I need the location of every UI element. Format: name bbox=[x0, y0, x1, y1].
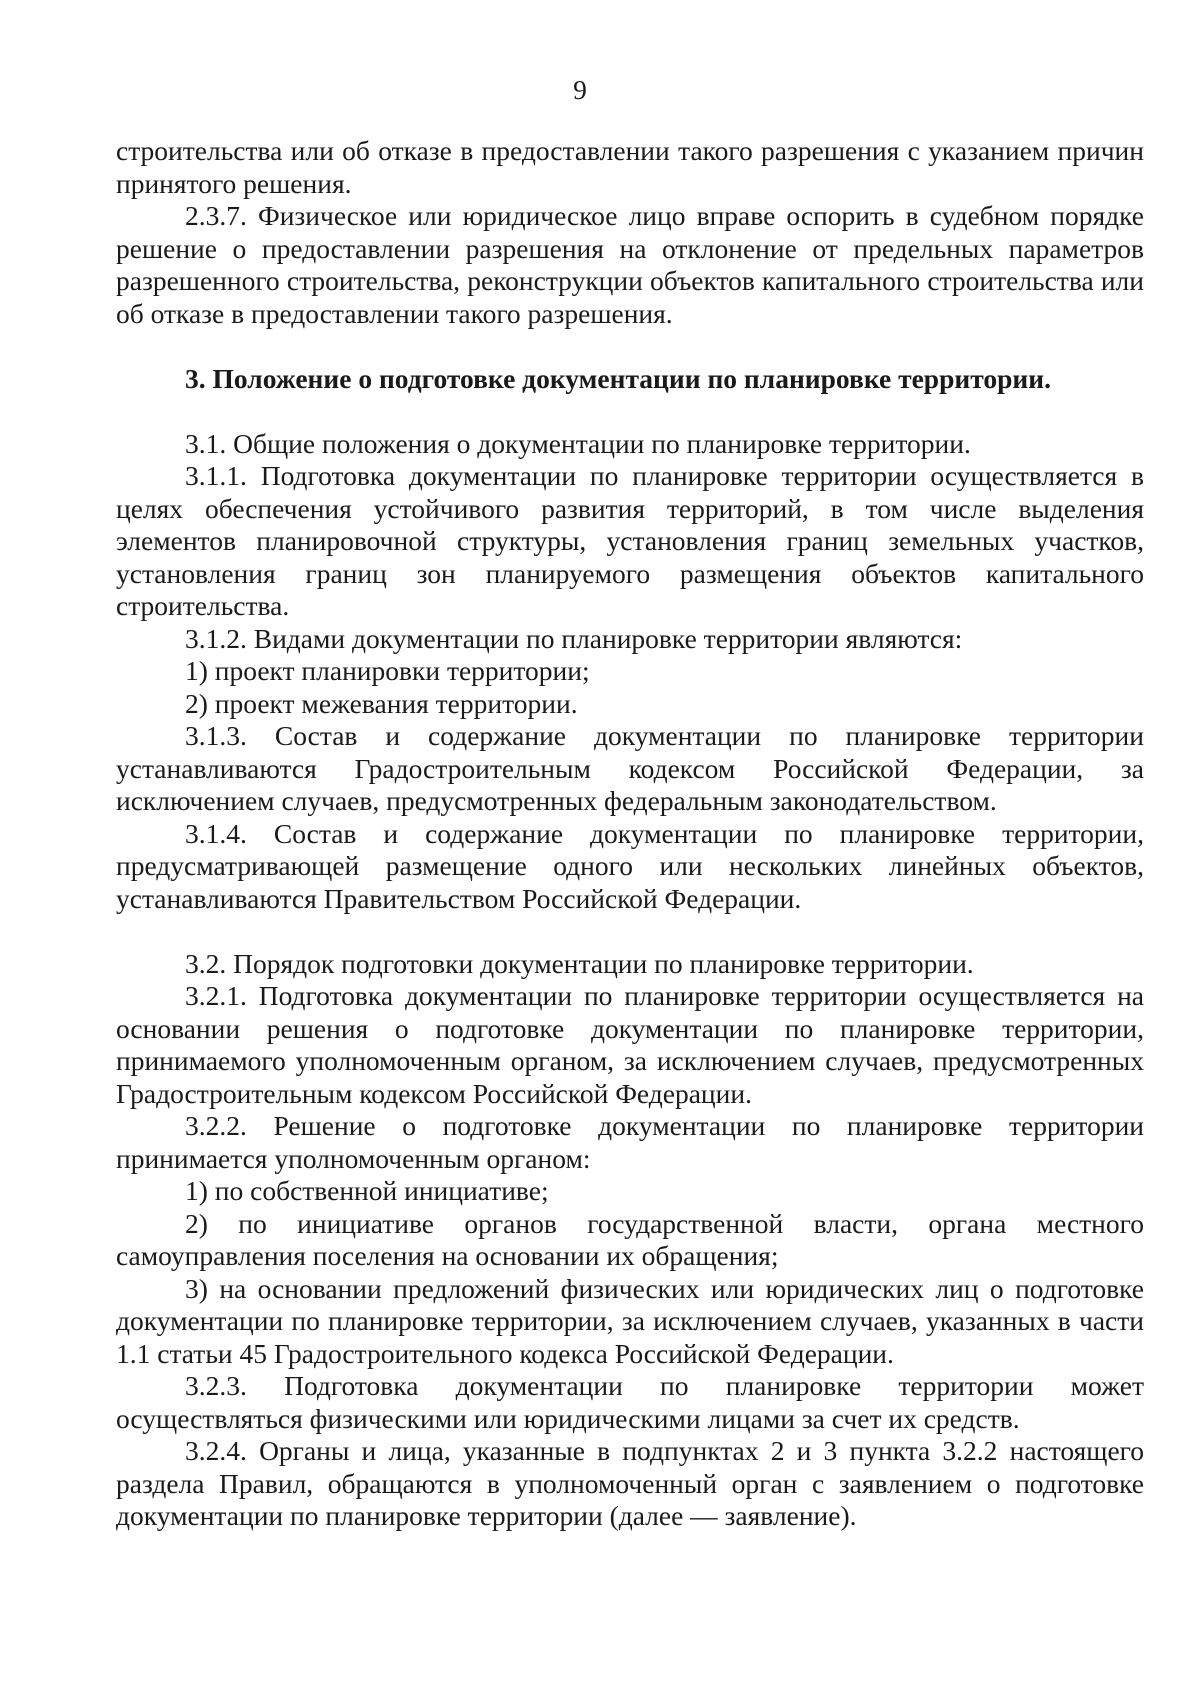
paragraph-3-1-4: 3.1.4. Состав и содержание документации по планировке территории, предусматривающей размещение одного или нескольких линейных объектов, устанавливаются Правительством Российской Федерации. bbox=[116, 817, 1144, 914]
spacer bbox=[116, 915, 1144, 948]
paragraph-3-2-4: 3.2.4. Органы и лица, указанные в подпунктах 2 и 3 пункта 3.2.2 настоящего раздела Правил, обращаются в уполномоченный орган с заявлением о подготовке документации по планировке территории (далее — заявление). bbox=[116, 1435, 1144, 1531]
spacer bbox=[116, 395, 1144, 428]
list-item: 2) проект межевания территории. bbox=[185, 687, 578, 719]
spacer bbox=[116, 330, 1144, 363]
paragraph-3-1-1: 3.1.1. Подготовка документации по планировке территории осуществляется в целях обеспечения устойчивого развития территорий, в том числе выделения элементов планировочной структуры, установления границ земельных участков, установления границ зон планируемого размещения объектов капитального строительства. bbox=[116, 460, 1144, 621]
paragraph-3-1-3: 3.1.3. Состав и содержание документации по планировке территории устанавливаются Градостроительным кодексом Российской Федерации, за исключением случаев, предусмотренных федеральным законодательством. bbox=[116, 720, 1144, 816]
paragraph-3-2-1: 3.2.1. Подготовка документации по планировке территории осуществляется на основании решения о подготовке документации по планировке территории, принимаемого уполномоченным органом, за исключением случаев, предусмотренных Градостроительным кодексом Российской Федерации. bbox=[116, 980, 1144, 1109]
paragraph-3-1-2: 3.1.2. Видами документации по планировке территории являются: bbox=[185, 622, 963, 654]
list-item: 1) проект планировки территории; bbox=[185, 655, 590, 686]
document-body bbox=[116, 135, 1144, 1533]
page-number: 9 bbox=[573, 74, 587, 105]
list-item: 3) на основании предложений физических или юридических лиц о подготовке документации по планировке территории, за исключением случаев, указанных в части 1.1 статьи 45 Градостроительного кодекса Российской Федерации. bbox=[116, 1272, 1144, 1369]
list-item: 2) по инициативе органов государственной власти, органа местного самоуправления поселения на основании их обращения; bbox=[116, 1207, 1144, 1271]
subsection-heading-3-2: 3.2. Порядок подготовки документации по планировке территории. bbox=[185, 947, 974, 979]
paragraph-continuation: строительства или об отказе в предоставлении такого разрешения с указанием причин принятого решения. bbox=[116, 135, 1144, 199]
paragraph-3-2-2: 3.2.2. Решение о подготовке документации по планировке территории принимается уполномоченным органом: bbox=[116, 1110, 1144, 1174]
subsection-heading-3-1: 3.1. Общие положения о документации по планировке территории. bbox=[185, 427, 971, 459]
paragraph-2-3-7: 2.3.7. Физическое или юридическое лицо вправе оспорить в судебном порядке решение о предоставлении разрешения на отклонение от предельных параметров разрешенного строительства, реконструкции объектов капитального строительства или об отказе в предоставлении такого разрешения. bbox=[116, 200, 1144, 329]
list-item: 1) по собственной инициативе; bbox=[185, 1175, 549, 1206]
section-heading-3: 3. Положение о подготовке документации по планировке территории. bbox=[185, 362, 1051, 394]
paragraph-3-2-3: 3.2.3. Подготовка документации по планировке территории может осуществляться физическими или юридическими лицами за счет их средств. bbox=[116, 1370, 1144, 1434]
